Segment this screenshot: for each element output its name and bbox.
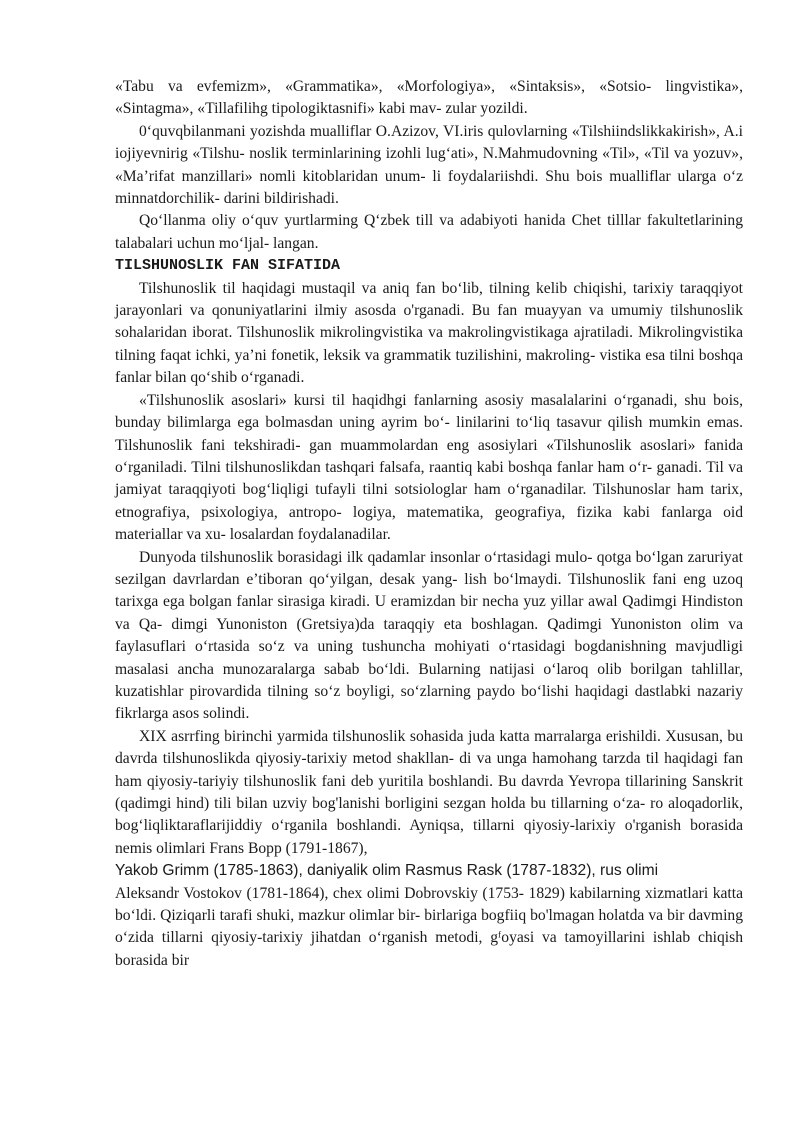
paragraph-scholars: Aleksandr Vostokov (1781-1864), chex olimi Dobrovskiy (1753- 1829) kabilarning xizmatlari katta bo‘ldi. Qiziqarli tarafi shuki, mazkur olimlar bir- birlariga bogfiiq bo'lmagan holatda va bir davming o‘zida tillarni qiyosiy-tarixiy jihatdan o‘rganish metodi, gᶠoyasi va tamoyillarini ishlab chiqish borasida bir	[115, 884, 743, 969]
paragraph-sources: 0‘quvqbilanmani yozishda mualliflar O.Azizov, VI.iris qulovlarning «Tilshiindslikkakirish», A.i iojiyevnirig «Tilshu- noslik terminlarining izohli lug‘ati», N.Mahmudovning «Til», «Til va yozuv», «Ma’rifat manzillari» nomli kitoblaridan unum- li foydalariishdi. Shu bois mualliflar ularga o‘z minnatdorchilik- darini bildirishadi.	[115, 122, 743, 208]
document-page	[115, 76, 743, 972]
section-heading: TILSHUNOSLIK FAN SIFATIDA	[115, 257, 341, 275]
paragraph-definition: Tilshunoslik til haqidagi mustaqil va aniq fan bo‘lib, tilning kelib chiqishi, tarixiy taraqqiyot jarayonlari va qonuniyatlarini ilmiy asosda o'rganadi. Bu fan muayyan va umumiy tilshunoslik sohalaridan iborat. Tilshunoslik mikrolingvistika va makrolingvistikaga ajratiladi. Mikrolingvistika tilning faqat ichki, ya’ni fonetik, leksik va grammatik tuzilishini, makroling- vistika esa tilni boshqa fanlar bilan qo‘shib o‘rganadi.	[115, 279, 743, 387]
paragraph-audience: Qo‘llanma oliy o‘quv yurtlarming Q‘zbek till va adabiyoti hanida Chet tilllar fakultetlarining talabalari uchun mo‘ljal- langan.	[115, 212, 743, 252]
paragraph-nineteenth-century: XIX asrrfing birinchi yarmida tilshunoslik sohasida juda katta marralarga erishildi. Xususan, bu davrda tilshunoslikda qiyosiy-tarixiy metod shakllan- di va unga hamohang tarzda til haqidagi fan ham qiyosiy-tariyiy tilshunoslik fani deb yuritila boshlandi. Bu davrda Yevropa tillarining Sanskrit (qadimgi hind) tili bilan uzviy bog'lanishi borligini sezgan holda bu tillarning o‘za- ro aloqadorlik, bog‘liqliktaraflarijiddiy o‘rganila boshlandi. Ayniqsa, tillarni qiyosiy-larixiy o'rganish borasida nemis olimlari Frans Bopp (1791-1867),	[115, 727, 743, 857]
paragraph-topics-list: «Tabu va evfemizm», «Grammatika», «Morfologiya», «Sintaksis», «Sotsio- lingvistika», «Sintagma», «Tillafilihg tipologiktasnifi» kabi mav- zular yozildi.	[115, 78, 743, 118]
paragraph-history: Dunyoda tilshunoslik borasidagi ilk qadamlar insonlar o‘rtasidagi mulo- qotga bo‘lgan zaruriyat sezilgan davrlardan e’tiboran qo‘yilgan, desak yang- lish bo‘lmaydi. Tilshunoslik fani eng uzoq tarixga ega bolgan fanlar sirasiga kiradi. U eramizdan bir necha yuz yillar awal Qadimgi Hindiston va Qa- dimgi Yunoniston (Gretsiya)da taraqqiy eta boshlagan. Qadimgi Yunoniston olim va faylasuflari o‘rtasida so‘z va uning tushuncha mohiyati o‘rtasidagi bogdanishning mavjudligi masalasi ancha munozaralarga sabab bo‘ldi. Bularning natijasi o‘laroq olib borilgan tahlillar, kuzatishlar pirovardida tilning so‘z boyligi, so‘zlarning paydo bo‘lishi haqidagi dastlabki nazariy fikrlarga asos solindi.	[115, 548, 743, 723]
paragraph-scholars-line: Yakob Grimm (1785-1863), daniyalik olim Rasmus Rask (1787-1832), rus olimi	[115, 862, 659, 880]
paragraph-course: «Tilshunoslik asoslari» kursi til haqidhgi fanlarning asosiy masalalarini o‘rganadi, shu bois, bunday bilimlarga ega bolmasdan uning ayrim bo‘- linilarini to‘liq tasavur qilish mumkin emas. Tilshunoslik fani tekshiradi- gan muammolardan eng asosiylari «Tilshunoslik asoslari» fanida o‘rganiladi. Tilni tilshunoslikdan tashqari falsafa, raantiq kabi boshqa fanlar ham o‘r- ganadi. Til va jamiyat taraqqiyoti bog‘liqligi tufayli tilni sotsiologlar ham o‘rganadilar. Tilshunoslar ham tarix, etnografiya, psixologiya, antropo- logiya, matematika, geografiya, fizika kabi fanlarga oid materiallar va xu- losalardan foydalanadilar.	[115, 391, 743, 544]
